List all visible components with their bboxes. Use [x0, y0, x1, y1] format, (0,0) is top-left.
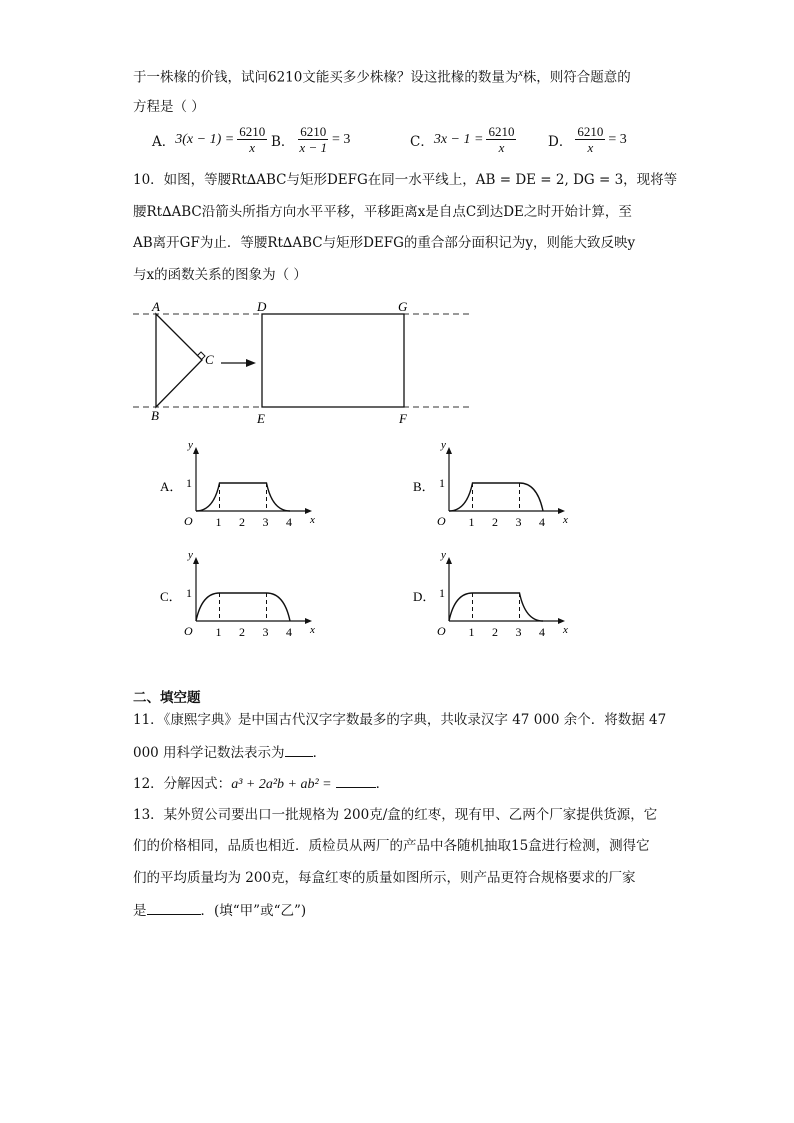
graph-origin-label: O	[437, 514, 446, 528]
q11-line2: 000 用科学记数法表示为 ．	[133, 742, 326, 763]
q13-answer-blank[interactable]	[147, 900, 201, 915]
graph-curve	[196, 483, 290, 511]
graph-x-tick-label: 4	[286, 515, 292, 529]
graph-y-one-label: 1	[186, 586, 192, 600]
graph-x-tick-label: 3	[515, 515, 522, 529]
q10-figure	[0, 0, 794, 440]
graph-y-one-label: 1	[186, 476, 192, 490]
y-arrow-icon	[193, 447, 199, 454]
q13-line4: 是 ．(填“甲”或“乙”)	[133, 900, 306, 921]
q9-line2: 方程是（ ）	[133, 99, 205, 115]
graph-x-tick-label: 2	[492, 625, 498, 639]
q13-line3: 们的平均质量均为 200克，每盒红枣的质量如图所示，则产品更符合规格要求的厂家	[133, 870, 636, 886]
graph-x-label: x	[310, 514, 315, 526]
q11-answer-blank[interactable]	[285, 742, 313, 757]
graph-x-label: x	[563, 514, 568, 526]
graph-curve	[449, 483, 543, 511]
label-e: E	[257, 411, 265, 426]
arrow-head-icon	[246, 359, 256, 367]
q9-option-b: B． $\frac{6210}{x - 1}$ = 3	[271, 124, 351, 155]
graph-option-label: D．	[413, 589, 436, 604]
graph-option-label: A．	[160, 479, 183, 494]
y-arrow-icon	[446, 557, 452, 564]
triangle-abc	[156, 314, 202, 407]
graph-option-label: B．	[413, 479, 435, 494]
graph-y-label: y	[188, 439, 193, 451]
q9-line1: 于一株椽的价钱，试问6210文能买多少株椽？设这批椽的数量为$^x$株，则符合题意的	[133, 68, 631, 86]
graph-origin-label: O	[437, 624, 446, 638]
graph-x-tick-label: 4	[286, 625, 292, 639]
label-c: C	[205, 352, 214, 367]
rectangle-defg	[262, 314, 404, 407]
q10-answer-graphs	[0, 430, 794, 640]
graph-y-label: y	[441, 439, 446, 451]
label-f: F	[399, 411, 407, 426]
label-b: B	[151, 408, 159, 423]
graph-option-label: C．	[160, 589, 182, 604]
label-g: G	[398, 299, 408, 314]
graph-x-label: x	[563, 624, 568, 636]
graph-x-tick-label: 3	[262, 515, 269, 529]
graph-x-tick-label: 2	[239, 625, 245, 639]
q10-line2: 腰Rt∆ABC沿箭头所指方向水平平移，平移距离x是自点C到达DE之时开始计算，至	[133, 204, 632, 220]
graph-x-tick-label: 2	[239, 515, 245, 529]
graph-y-one-label: 1	[439, 586, 445, 600]
graph-x-tick-label: 1	[468, 515, 475, 529]
graph-x-tick-label: 3	[262, 625, 269, 639]
label-a: A	[152, 299, 160, 314]
q10-line4: 与x的函数关系的图象为（ ）	[133, 267, 307, 283]
graph-x-tick-label: 1	[215, 625, 222, 639]
graph-origin-label: O	[184, 624, 193, 638]
graph-y-one-label: 1	[439, 476, 445, 490]
graph-x-tick-label: 2	[492, 515, 498, 529]
q10-line3: AB离开GF为止．等腰Rt∆ABC与矩形DEFG的重合部分面积记为y，则能大致反映y	[133, 235, 636, 251]
graph-y-label: y	[188, 549, 193, 561]
q11-line1: 11．《康熙字典》是中国古代汉字字数最多的字典，共收录汉字 47 000 余个．将数据 47	[133, 712, 667, 728]
q12-line: 12．分解因式：a³ + 2a²b + ab² = ．	[133, 773, 389, 795]
graph-x-tick-label: 3	[515, 625, 522, 639]
graph-x-label: x	[310, 624, 315, 636]
q9-option-c: C． 3x − 1 = $\frac{6210}{x}$	[410, 124, 515, 155]
section-title: 二、填空题	[133, 690, 201, 706]
q9-option-d: D． $\frac{6210}{x}$ = 3	[548, 124, 627, 155]
label-d: D	[257, 299, 267, 314]
graph-y-label: y	[441, 549, 446, 561]
y-arrow-icon	[446, 447, 452, 454]
q9-option-a: A． 3(x − 1) = $\frac{6210}{x}$	[152, 124, 266, 155]
graph-x-tick-label: 4	[539, 515, 545, 529]
graph-origin-label: O	[184, 514, 193, 528]
q10-line1: 10．如图，等腰Rt∆ABC与矩形DEFG在同一水平线上，AB = DE = 2, DG = 3，现将等	[133, 172, 678, 188]
graph-curve	[449, 593, 543, 621]
y-arrow-icon	[193, 557, 199, 564]
q13-line1: 13．某外贸公司要出口一批规格为 200克/盒的红枣，现有甲、乙两个厂家提供货源，它	[133, 807, 658, 823]
q13-line2: 们的价格相同，品质也相近．质检员从两厂的产品中各随机抽取15盒进行检测，测得它	[133, 838, 650, 854]
q12-answer-blank[interactable]	[336, 773, 376, 788]
graph-x-tick-label: 4	[539, 625, 545, 639]
graph-curve	[196, 593, 290, 621]
graph-x-tick-label: 1	[215, 515, 222, 529]
graph-x-tick-label: 1	[468, 625, 475, 639]
